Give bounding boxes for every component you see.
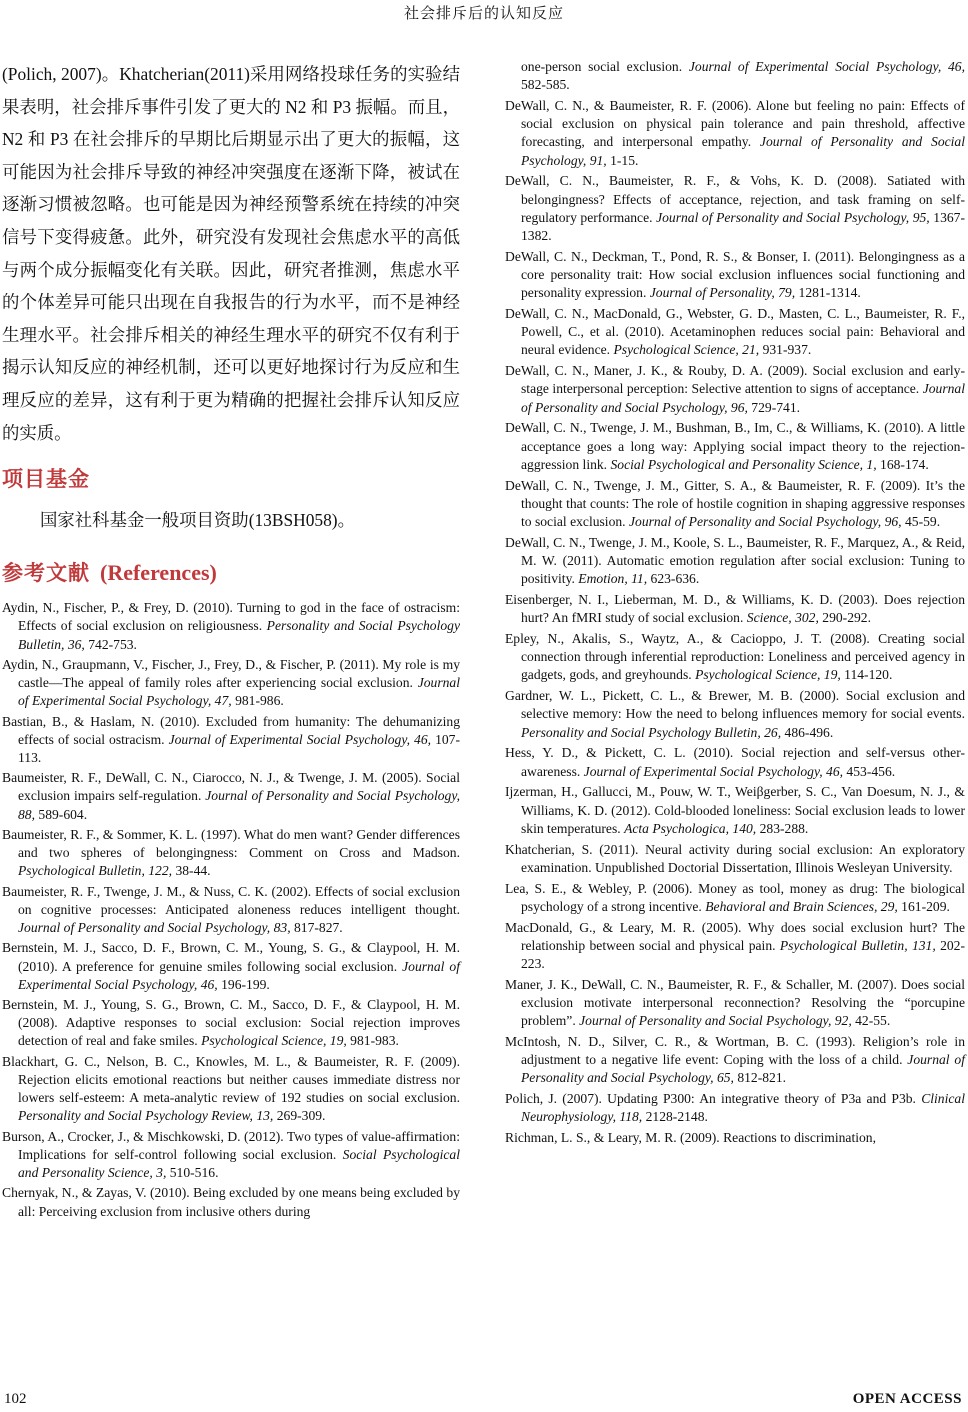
reference-journal: Psychological Science, 19, xyxy=(695,667,841,683)
reference-pages: 2128-2148. xyxy=(642,1109,708,1125)
reference-journal: Journal of Personality and Social Psychology, 92, xyxy=(579,1013,852,1029)
reference-pages: 1-15. xyxy=(606,152,639,168)
reference-authors-title: Baumeister, R. F., Twenge, J. M., & Nuss, C. K. (2002). Effects of social exclusion on cognitive processes: Anticipated aloneness reduces intelligent thought. xyxy=(2,883,460,917)
reference-authors-title: Bastian, B., & Haslam, N. (2010). Excluded from humanity: The dehumanizing effects of social ostracism. xyxy=(2,713,460,747)
reference-journal: Journal of Experimental Social Psychology, 46, xyxy=(18,958,461,992)
references-heading-en: (References) xyxy=(100,560,217,586)
reference-item xyxy=(2,1053,460,1126)
reference-item xyxy=(505,687,965,742)
reference-authors-title: one-person social exclusion. xyxy=(521,59,689,74)
reference-journal: Journal of Experimental Social Psychology, 46, xyxy=(168,731,432,747)
reference-item xyxy=(505,1090,965,1126)
reference-journal: Personality and Social Psychology Review, 13, xyxy=(18,1108,274,1124)
reference-journal: Psychological Bulletin, 122, xyxy=(18,863,173,879)
reference-item xyxy=(505,362,965,417)
reference-authors-title: Blackhart, G. C., Nelson, B. C., Knowles, M. L., & Baumeister, R. F. (2009). Rejection elicits emotional reactions but neither causes immediate distress nor lowers self-esteem: A meta-analytic review of 192 studies on social exclusion. xyxy=(2,1053,460,1106)
references-heading-cn: 参考文献 xyxy=(2,561,90,586)
reference-pages: 290-292. xyxy=(818,610,871,626)
reference-journal: Journal of Experimental Social Psychology, 46, xyxy=(688,59,965,74)
reference-pages: 582-585. xyxy=(521,77,570,93)
reference-item xyxy=(2,713,460,768)
reference-pages: 510-516. xyxy=(166,1165,219,1181)
reference-list-right xyxy=(505,58,965,1147)
reference-item xyxy=(2,996,460,1051)
reference-authors-title: DeWall, C. N., Baumeister, R. F., & Vohs, K. D. (2008). Satiated with belongingness? Effects of acceptance, rejection, and task framing on self-regulatory performance. xyxy=(505,173,965,225)
reference-pages: 202-223. xyxy=(521,937,965,972)
reference-item xyxy=(2,769,460,824)
reference-journal: Journal of Personality and Social Psychology, 95, xyxy=(656,209,930,225)
reference-journal: Journal of Personality and Social Psychology, 88, xyxy=(18,788,461,822)
open-access-label: OPEN ACCESS xyxy=(852,1391,962,1407)
reference-item xyxy=(505,744,965,780)
reference-pages: 981-986. xyxy=(231,693,284,709)
reference-authors-title: Chernyak, N., & Zayas, V. (2010). Being excluded by one means being excluded by all: Perceiving exclusion from inclusive others during xyxy=(2,1185,460,1219)
reference-pages: 283-288. xyxy=(756,820,809,836)
reference-authors-title: Eisenberger, N. I., Lieberman, M. D., & Williams, K. D. (2003). Does rejection hurt? An fMRI study of social exclusion. xyxy=(505,592,965,626)
reference-item xyxy=(505,305,965,360)
reference-authors-title: Maner, J. K., DeWall, C. N., Baumeister, R. F., & Schaller, M. (2007). Does social exclusion motivate interpersonal reconnection? Resolving the “porcupine problem”. xyxy=(505,976,965,1029)
reference-authors-title: McIntosh, N. D., Silver, C. R., & Wortman, B. C. (1993). Religion’s role in adjustment to a negative life event: Coping with the loss of a child. xyxy=(505,1034,965,1068)
reference-authors-title: Polich, J. (2007). Updating P300: An integrative theory of P3a and P3b. xyxy=(505,1091,922,1107)
reference-list-left xyxy=(2,599,460,1221)
reference-journal: Personality and Social Psychology Bulletin, 36, xyxy=(18,618,460,652)
reference-journal: Clinical Neurophysiology, 118, xyxy=(521,1091,965,1125)
reference-item xyxy=(505,880,965,916)
reference-journal: Journal of Personality and Social Psychology, 96, xyxy=(521,381,965,415)
reference-journal: Psychological Science, 19, xyxy=(201,1033,347,1049)
reference-item xyxy=(2,1184,460,1220)
reference-item xyxy=(505,534,965,589)
reference-pages: 168-174. xyxy=(876,456,929,472)
reference-journal: Science, 302, xyxy=(746,610,819,626)
reference-item xyxy=(505,841,965,877)
reference-item xyxy=(2,883,460,938)
funding-heading: 项目基金 xyxy=(2,467,90,492)
reference-authors-title: DeWall, C. N., MacDonald, G., Webster, G. D., Masten, C. L., Baumeister, R. F., Powell, C., et al. (2010). Acetaminophen reduces social pain: Behavioral and neural evidence. xyxy=(505,306,965,358)
reference-journal: Psychological Science, 21, xyxy=(613,342,760,358)
reference-authors-title: DeWall, C. N., Maner, J. K., & Rouby, D. A. (2009). Social exclusion and early-stage interpersonal perception: Selective attention to signs of acceptance. xyxy=(505,363,965,397)
reference-authors-title: MacDonald, G., & Leary, M. R. (2005). Why does social exclusion hurt? The relationship between social and physical pain. xyxy=(505,919,965,953)
reference-pages: 623-636. xyxy=(647,571,700,587)
reference-authors-title: Richman, L. S., & Leary, M. R. (2009). Reactions to discrimination, xyxy=(505,1130,877,1146)
left-column xyxy=(2,58,460,1223)
reference-pages: 812-821. xyxy=(733,1070,787,1086)
reference-authors-title: Khatcherian, S. (2011). Neural activity during social exclusion: An exploratory examination. Unpublished Doctorial Dissertation, Illinois Wesleyan University. xyxy=(505,841,965,875)
reference-item xyxy=(505,1033,965,1088)
reference-pages: 981-983. xyxy=(346,1033,399,1049)
reference-pages: 45-59. xyxy=(901,514,941,530)
reference-journal: Acta Psychologica, 140, xyxy=(624,820,757,836)
reference-pages: 161-209. xyxy=(897,898,950,914)
funding-text: 国家社科基金一般项目资助(13BSH058)。 xyxy=(40,510,355,531)
reference-item xyxy=(505,58,965,94)
reference-authors-title: DeWall, C. N., Twenge, J. M., Koole, S. L., Baumeister, R. F., Marquez, A., & Reid, M. W. (2011). Automatic emotion regulation after social exclusion: Tuning to positivity. xyxy=(505,534,965,587)
reference-authors-title: Ijzerman, H., Gallucci, M., Pouw, W. T., Weiβgerber, S. C., Van Doesum, N. J., & Williams, K. D. (2012). Cold-blooded loneliness: Social exclusion leads to lower skin temperatures. xyxy=(505,784,965,836)
reference-pages: 42-55. xyxy=(851,1013,891,1029)
reference-item xyxy=(2,826,460,881)
reference-authors-title: DeWall, C. N., Twenge, J. M., Gitter, S. A., & Baumeister, R. F. (2009). It’s the thought that counts: The role of hostile cognition in shaping aggressive responses to social exclusion. xyxy=(505,477,965,530)
reference-journal: Emotion, 11, xyxy=(578,571,648,587)
reference-pages: 38-44. xyxy=(172,863,211,879)
reference-pages: 114-120. xyxy=(840,667,893,683)
reference-item xyxy=(505,419,965,474)
reference-authors-title: Epley, N., Akalis, S., Waytz, A., & Cacioppo, J. T. (2008). Creating social connection through inferential reproduction: Loneliness and perceived agency in gadgets, gods, and greyhounds. xyxy=(505,631,965,683)
reference-item xyxy=(2,939,460,994)
reference-pages: 931-937. xyxy=(759,342,812,358)
reference-journal: Journal of Personality and Social Psychology, 96, xyxy=(628,514,902,530)
reference-item xyxy=(505,248,965,303)
reference-pages: 729-741. xyxy=(747,399,801,415)
reference-item xyxy=(505,477,965,532)
reference-item xyxy=(505,919,965,974)
reference-authors-title: Gardner, W. L., Pickett, C. L., & Brewer, M. B. (2000). Social exclusion and selective memory: How the need to belong influences memory for social events. xyxy=(505,688,965,722)
reference-pages: 196-199. xyxy=(217,976,270,992)
reference-authors-title: Baumeister, R. F., & Sommer, K. L. (1997). What do men want? Gender differences and two spheres of belongingness: Comment on Cross and Madson. xyxy=(2,826,460,861)
body-paragraph: (Polich, 2007)。Khatcherian(2011)采用网络投球任务的实验结果表明，社会排斥事件引发了更大的 N2 和 P3 振幅。而且，N2 和 P3 在社会排斥的早期比后期显示出了更大的振幅，这可能因为社会排斥导致的神经冲突强度在逐渐下降，被试在逐渐习惯被忽略。也可能是因为神经预警系统在持续的冲突信号下变得疲惫。此外，研究没有发现社会焦虑水平的高低与两个成分振幅变化有关联。因此，研究者推测，焦虑水平的个体差异可能只出现在自我报告的行为水平，而不是神经生理水平。社会排斥相关的神经生理水平的研究不仅有利于揭示认知反应的神经机制，还可以更好地探讨行为反应和生理反应的差异，这有利于更为精确的把握社会排斥认知反应的实质。 xyxy=(2,64,460,443)
reference-pages: 589-604. xyxy=(35,806,88,822)
reference-journal: Journal of Personality and Social Psychology, 83, xyxy=(18,920,291,936)
right-column xyxy=(505,58,965,1150)
reference-authors-title: Lea, S. E., & Webley, P. (2006). Money as tool, money as drug: The biological psychology of a strong incentive. xyxy=(505,880,965,914)
reference-item xyxy=(505,591,965,627)
reference-item xyxy=(505,1129,965,1147)
reference-authors-title: Aydin, N., Fischer, P., & Frey, D. (2010). Turning to god in the face of ostracism: Effects of social exclusion on religiousness. xyxy=(2,600,460,634)
reference-item xyxy=(2,656,460,711)
reference-item xyxy=(505,172,965,245)
reference-authors-title: Baumeister, R. F., DeWall, C. N., Ciarocco, N. J., & Twenge, J. M. (2005). Social exclusion impairs self-regulation. xyxy=(2,770,460,804)
reference-authors-title: DeWall, C. N., Deckman, T., Pond, R. S., & Bonser, I. (2011). Belongingness as a core personality trait: How social exclusion influences social functioning and personality expression. xyxy=(505,248,965,301)
page-number: 102 xyxy=(4,1391,27,1407)
reference-item xyxy=(2,599,460,654)
reference-pages: 107-113. xyxy=(18,731,460,765)
reference-item xyxy=(505,783,965,838)
reference-journal: Journal of Experimental Social Psychology, 47, xyxy=(18,675,460,709)
reference-authors-title: Burson, A., Crocker, J., & Mischkowski, D. (2012). Two types of value-affirmation: Implications for self-control following social exclusion. xyxy=(2,1128,460,1162)
reference-pages: 1367-1382. xyxy=(521,209,965,244)
reference-authors-title: Bernstein, M. J., Young, S. G., Brown, C. M., Sacco, D. F., & Claypool, H. M. (2008). Adaptive responses to social exclusion: Social rejection improves detection of real and fake smiles. xyxy=(2,997,460,1049)
reference-pages: 269-309. xyxy=(273,1108,326,1124)
reference-item xyxy=(505,630,965,685)
references-heading xyxy=(2,557,460,587)
reference-authors-title: Hess, Y. D., & Pickett, C. L. (2010). Social rejection and self-versus other-awareness. xyxy=(505,745,965,779)
reference-journal: Journal of Personality and Social Psychology, 65, xyxy=(521,1052,965,1086)
reference-pages: 817-827. xyxy=(290,920,343,936)
running-head: 社会排斥后的认知反应 xyxy=(403,6,564,22)
reference-pages: 742-753. xyxy=(84,636,137,652)
reference-pages: 486-496. xyxy=(781,724,834,740)
reference-journal: Social Psychological and Personality Science, 1, xyxy=(610,456,877,472)
reference-authors-title: DeWall, C. N., & Baumeister, R. F. (2006). Alone but feeling no pain: Effects of social exclusion on physical pain tolerance and pain threshold, affective forecasting, and interpersonal empathy. xyxy=(505,98,965,150)
reference-pages: 453-456. xyxy=(843,763,896,779)
reference-journal: Journal of Experimental Social Psychology, 46, xyxy=(583,763,844,779)
reference-journal: Journal of Personality and Social Psychology, 91, xyxy=(521,134,966,168)
reference-journal: Personality and Social Psychology Bulletin, 26, xyxy=(521,724,782,740)
reference-pages: 1281-1314. xyxy=(795,285,861,301)
reference-authors-title: DeWall, C. N., Twenge, J. M., Bushman, B., Im, C., & Williams, K. (2010). A little acceptance goes a long way: Applying social impact theory to the rejection-aggression link. xyxy=(505,420,965,472)
reference-journal: Behavioral and Brain Sciences, 29, xyxy=(705,898,898,914)
reference-authors-title: Bernstein, M. J., Sacco, D. F., Brown, C. M., Young, S. G., & Claypool, H. M. (2010). A preference for genuine smiles following social exclusion. xyxy=(2,940,460,974)
reference-authors-title: Aydin, N., Graupmann, V., Fischer, J., Frey, D., & Fischer, P. (2011). My role is my castle—The appeal of family roles after experiencing social exclusion. xyxy=(2,656,460,691)
reference-journal: Journal of Personality, 79, xyxy=(649,285,796,301)
reference-item xyxy=(505,976,965,1031)
reference-item xyxy=(505,97,965,170)
reference-item xyxy=(2,1128,460,1183)
reference-journal: Social Psychological and Personality Science, 3, xyxy=(18,1146,460,1181)
reference-journal: Psychological Bulletin, 131, xyxy=(779,937,936,953)
